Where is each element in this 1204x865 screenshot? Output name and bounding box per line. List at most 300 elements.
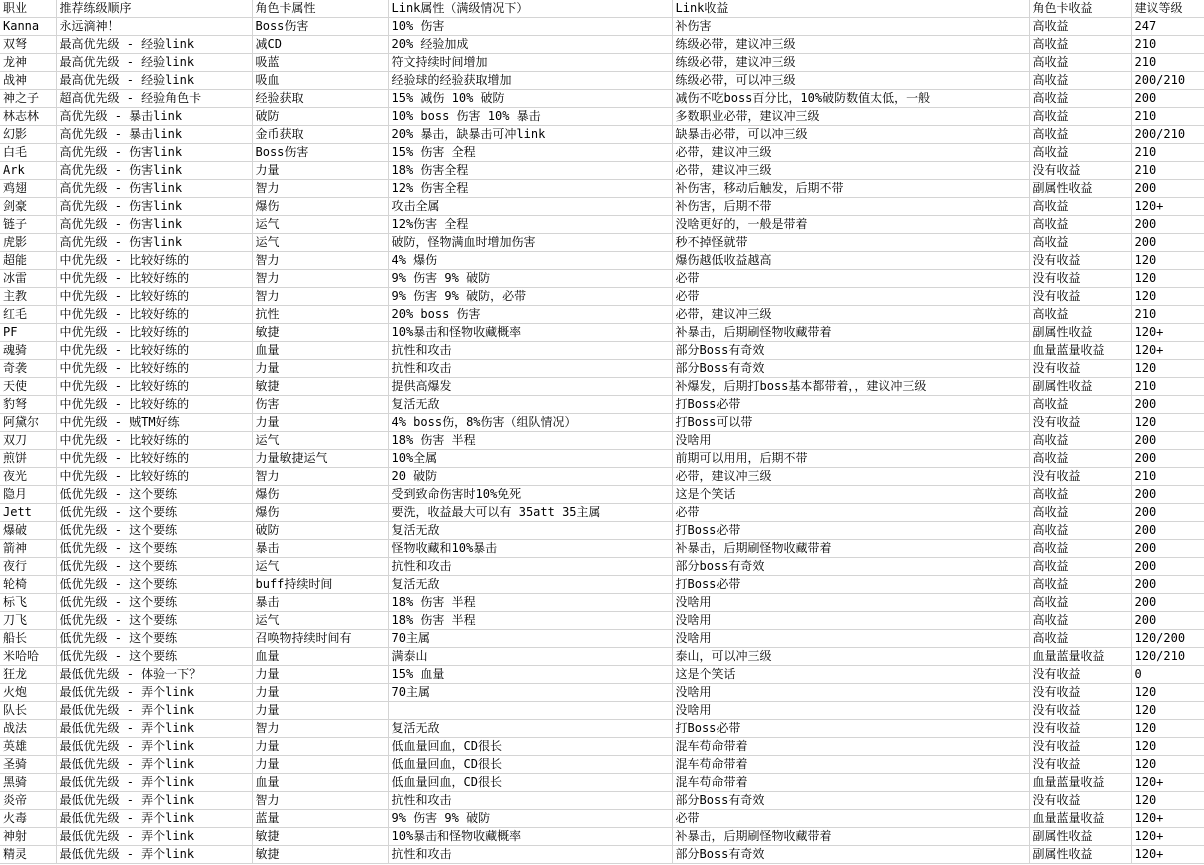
cell-priority: 最低优先级 - 弄个link [56, 792, 252, 810]
cell-card-benefit: 高收益 [1029, 504, 1131, 522]
cell-link-stat: 要洗，收益最大可以有 35att 35主属 [388, 504, 672, 522]
cell-level: 120 [1131, 288, 1204, 306]
cell-link-stat: 18% 伤害 半程 [388, 612, 672, 630]
table-row [0, 180, 1204, 198]
cell-link-benefit: 必带，建议冲三级 [672, 468, 1029, 486]
cell-link-benefit: 打Boss必带 [672, 396, 1029, 414]
table-row [0, 252, 1204, 270]
cell-card-benefit: 高收益 [1029, 432, 1131, 450]
header-cell-class: 职业 [0, 0, 56, 18]
cell-priority: 中优先级 - 比较好练的 [56, 378, 252, 396]
cell-card-benefit: 没有收益 [1029, 360, 1131, 378]
cell-link-benefit: 必带，建议冲三级 [672, 144, 1029, 162]
table-row [0, 720, 1204, 738]
cell-class: 豹弩 [0, 396, 56, 414]
cell-priority: 高优先级 - 伤害link [56, 180, 252, 198]
cell-priority: 高优先级 - 伤害link [56, 198, 252, 216]
cell-card-stat: 血量 [252, 342, 388, 360]
cell-level: 120+ [1131, 774, 1204, 792]
cell-link-stat: 经验球的经验获取增加 [388, 72, 672, 90]
cell-level: 210 [1131, 306, 1204, 324]
cell-card-benefit: 高收益 [1029, 216, 1131, 234]
cell-class: 阿黛尔 [0, 414, 56, 432]
cell-link-benefit: 必带 [672, 288, 1029, 306]
cell-card-benefit: 副属性收益 [1029, 180, 1131, 198]
cell-card-stat: 敏捷 [252, 378, 388, 396]
cell-priority: 最低优先级 - 弄个link [56, 774, 252, 792]
cell-link-stat: 70主属 [388, 684, 672, 702]
cell-card-benefit: 没有收益 [1029, 288, 1131, 306]
cell-level: 120+ [1131, 810, 1204, 828]
cell-link-benefit: 必带 [672, 504, 1029, 522]
cell-link-benefit: 打Boss必带 [672, 720, 1029, 738]
cell-class: 天使 [0, 378, 56, 396]
cell-priority: 高优先级 - 暴击link [56, 126, 252, 144]
table-row [0, 162, 1204, 180]
cell-link-stat: 18% 伤害 半程 [388, 594, 672, 612]
cell-card-benefit: 高收益 [1029, 612, 1131, 630]
cell-priority: 高优先级 - 伤害link [56, 234, 252, 252]
cell-card-stat: 减CD [252, 36, 388, 54]
cell-card-benefit: 没有收益 [1029, 162, 1131, 180]
cell-level: 120 [1131, 756, 1204, 774]
cell-link-benefit: 部分Boss有奇效 [672, 792, 1029, 810]
cell-card-benefit: 没有收益 [1029, 792, 1131, 810]
cell-card-stat: 智力 [252, 270, 388, 288]
cell-link-benefit: 减伤不吃boss百分比，10%破防数值太低，一般 [672, 90, 1029, 108]
cell-card-benefit: 高收益 [1029, 54, 1131, 72]
cell-level: 247 [1131, 18, 1204, 36]
cell-level: 120+ [1131, 828, 1204, 846]
cell-link-stat: 4% 爆伤 [388, 252, 672, 270]
cell-class: 火毒 [0, 810, 56, 828]
cell-link-benefit: 混车苟命带着 [672, 774, 1029, 792]
cell-link-benefit: 泰山，可以冲三级 [672, 648, 1029, 666]
table-row [0, 612, 1204, 630]
table-row [0, 792, 1204, 810]
cell-link-stat: 20 破防 [388, 468, 672, 486]
cell-link-stat: 10% boss 伤害 10% 暴击 [388, 108, 672, 126]
cell-link-benefit: 部分Boss有奇效 [672, 342, 1029, 360]
cell-link-benefit: 没啥更好的，一般是带着 [672, 216, 1029, 234]
cell-level: 120 [1131, 684, 1204, 702]
cell-card-benefit: 没有收益 [1029, 270, 1131, 288]
cell-class: 圣骑 [0, 756, 56, 774]
cell-level: 120+ [1131, 846, 1204, 864]
cell-priority: 低优先级 - 这个要练 [56, 540, 252, 558]
cell-card-stat: 力量 [252, 666, 388, 684]
cell-level: 200 [1131, 90, 1204, 108]
cell-card-stat: 经验获取 [252, 90, 388, 108]
cell-card-benefit: 没有收益 [1029, 702, 1131, 720]
cell-priority: 最低优先级 - 弄个link [56, 810, 252, 828]
cell-priority: 中优先级 - 比较好练的 [56, 324, 252, 342]
cell-level: 200 [1131, 540, 1204, 558]
cell-class: 剑豪 [0, 198, 56, 216]
cell-card-stat: 运气 [252, 432, 388, 450]
cell-priority: 最高优先级 - 经验link [56, 54, 252, 72]
cell-card-stat: 伤害 [252, 396, 388, 414]
table-row [0, 684, 1204, 702]
cell-priority: 中优先级 - 比较好练的 [56, 270, 252, 288]
cell-link-stat [388, 702, 672, 720]
table-row [0, 630, 1204, 648]
cell-class: Kanna [0, 18, 56, 36]
cell-class: PF [0, 324, 56, 342]
cell-card-stat: 敏捷 [252, 828, 388, 846]
cell-card-stat: 智力 [252, 288, 388, 306]
table-row [0, 468, 1204, 486]
cell-level: 200 [1131, 396, 1204, 414]
cell-link-benefit: 补伤害，后期不带 [672, 198, 1029, 216]
cell-class: 精灵 [0, 846, 56, 864]
table-row [0, 54, 1204, 72]
table-row [0, 108, 1204, 126]
cell-link-stat: 18% 伤害全程 [388, 162, 672, 180]
cell-link-stat: 复活无敌 [388, 576, 672, 594]
cell-link-benefit: 缺暴击必带，可以冲三级 [672, 126, 1029, 144]
cell-card-benefit: 高收益 [1029, 144, 1131, 162]
cell-level: 200 [1131, 504, 1204, 522]
cell-card-stat: 运气 [252, 612, 388, 630]
cell-link-stat: 10% 伤害 [388, 18, 672, 36]
cell-card-benefit: 高收益 [1029, 396, 1131, 414]
cell-link-stat: 复活无敌 [388, 720, 672, 738]
table-row [0, 36, 1204, 54]
cell-card-benefit: 高收益 [1029, 486, 1131, 504]
cell-link-stat: 12%伤害 全程 [388, 216, 672, 234]
cell-link-benefit: 打Boss必带 [672, 576, 1029, 594]
cell-card-stat: 敏捷 [252, 324, 388, 342]
cell-card-stat: 力量 [252, 684, 388, 702]
cell-link-benefit: 爆伤越低收益越高 [672, 252, 1029, 270]
cell-card-benefit: 高收益 [1029, 90, 1131, 108]
cell-class: 主教 [0, 288, 56, 306]
cell-link-stat: 9% 伤害 9% 破防，必带 [388, 288, 672, 306]
cell-class: 红毛 [0, 306, 56, 324]
cell-card-stat: 运气 [252, 234, 388, 252]
cell-link-benefit: 部分Boss有奇效 [672, 846, 1029, 864]
cell-level: 200 [1131, 576, 1204, 594]
cell-level: 200/210 [1131, 72, 1204, 90]
cell-card-benefit: 高收益 [1029, 72, 1131, 90]
cell-link-stat: 10%暴击和怪物收藏概率 [388, 828, 672, 846]
table-row [0, 288, 1204, 306]
header-cell-card-benefit: 角色卡收益 [1029, 0, 1131, 18]
cell-link-benefit: 打Boss可以带 [672, 414, 1029, 432]
cell-link-benefit: 没啥用 [672, 594, 1029, 612]
cell-card-stat: Boss伤害 [252, 144, 388, 162]
cell-level: 210 [1131, 162, 1204, 180]
cell-priority: 低优先级 - 这个要练 [56, 612, 252, 630]
cell-priority: 高优先级 - 伤害link [56, 162, 252, 180]
table-row [0, 828, 1204, 846]
cell-link-stat: 攻击全属 [388, 198, 672, 216]
table-row [0, 756, 1204, 774]
header-cell-level: 建议等级 [1131, 0, 1204, 18]
cell-link-stat: 18% 伤害 半程 [388, 432, 672, 450]
cell-card-benefit: 高收益 [1029, 306, 1131, 324]
cell-class: 超能 [0, 252, 56, 270]
table-row [0, 432, 1204, 450]
cell-class: 战法 [0, 720, 56, 738]
cell-class: 船长 [0, 630, 56, 648]
cell-priority: 高优先级 - 伤害link [56, 144, 252, 162]
cell-link-benefit: 练级必带，建议冲三级 [672, 36, 1029, 54]
cell-level: 120 [1131, 792, 1204, 810]
header-cell-link-benefit: Link收益 [672, 0, 1029, 18]
cell-priority: 超高优先级 - 经验角色卡 [56, 90, 252, 108]
cell-link-stat: 复活无敌 [388, 396, 672, 414]
cell-priority: 最高优先级 - 经验link [56, 72, 252, 90]
cell-class: 炎帝 [0, 792, 56, 810]
cell-priority: 中优先级 - 比较好练的 [56, 360, 252, 378]
cell-card-benefit: 高收益 [1029, 126, 1131, 144]
cell-card-benefit: 高收益 [1029, 36, 1131, 54]
cell-class: 夜光 [0, 468, 56, 486]
cell-card-stat: 暴击 [252, 594, 388, 612]
cell-card-stat: 血量 [252, 648, 388, 666]
cell-card-stat: 力量 [252, 756, 388, 774]
cell-level: 200 [1131, 558, 1204, 576]
cell-card-benefit: 高收益 [1029, 558, 1131, 576]
cell-link-stat: 受到致命伤害时10%免死 [388, 486, 672, 504]
cell-link-benefit: 打Boss必带 [672, 522, 1029, 540]
cell-card-stat: 运气 [252, 558, 388, 576]
cell-card-stat: 力量 [252, 414, 388, 432]
cell-link-stat: 4% boss伤，8%伤害（组队情况） [388, 414, 672, 432]
cell-level: 210 [1131, 36, 1204, 54]
cell-level: 210 [1131, 108, 1204, 126]
cell-card-benefit: 副属性收益 [1029, 828, 1131, 846]
cell-card-benefit: 副属性收益 [1029, 846, 1131, 864]
cell-level: 120+ [1131, 342, 1204, 360]
cell-link-stat: 15% 减伤 10% 破防 [388, 90, 672, 108]
cell-class: 奇袭 [0, 360, 56, 378]
cell-card-benefit: 高收益 [1029, 630, 1131, 648]
cell-level: 200 [1131, 432, 1204, 450]
table-row [0, 648, 1204, 666]
cell-card-stat: Boss伤害 [252, 18, 388, 36]
cell-link-benefit: 没啥用 [672, 630, 1029, 648]
cell-class: 夜行 [0, 558, 56, 576]
cell-link-stat: 抗性和攻击 [388, 792, 672, 810]
cell-card-stat: 爆伤 [252, 198, 388, 216]
cell-level: 120 [1131, 702, 1204, 720]
cell-class: 冰雷 [0, 270, 56, 288]
cell-priority: 中优先级 - 比较好练的 [56, 432, 252, 450]
cell-class: 队长 [0, 702, 56, 720]
cell-card-benefit: 高收益 [1029, 198, 1131, 216]
header-row [0, 0, 1204, 18]
cell-level: 120 [1131, 252, 1204, 270]
cell-priority: 低优先级 - 这个要练 [56, 504, 252, 522]
cell-link-benefit: 部分Boss有奇效 [672, 360, 1029, 378]
cell-class: Ark [0, 162, 56, 180]
cell-card-stat: 力量敏捷运气 [252, 450, 388, 468]
cell-level: 210 [1131, 378, 1204, 396]
table-row [0, 846, 1204, 864]
cell-link-benefit: 练级必带，建议冲三级 [672, 54, 1029, 72]
cell-card-benefit: 副属性收益 [1029, 324, 1131, 342]
cell-link-stat: 抗性和攻击 [388, 342, 672, 360]
cell-class: 标飞 [0, 594, 56, 612]
cell-link-benefit: 补伤害 [672, 18, 1029, 36]
cell-card-benefit: 高收益 [1029, 540, 1131, 558]
cell-link-benefit: 没啥用 [672, 432, 1029, 450]
cell-card-benefit: 没有收益 [1029, 720, 1131, 738]
cell-link-benefit: 部分boss有奇效 [672, 558, 1029, 576]
cell-level: 120/200 [1131, 630, 1204, 648]
cell-level: 210 [1131, 144, 1204, 162]
table-row [0, 810, 1204, 828]
cell-class: 箭神 [0, 540, 56, 558]
cell-level: 120 [1131, 738, 1204, 756]
cell-card-stat: 智力 [252, 252, 388, 270]
cell-card-benefit: 副属性收益 [1029, 378, 1131, 396]
table-row [0, 540, 1204, 558]
cell-link-benefit: 必带，建议冲三级 [672, 306, 1029, 324]
cell-card-stat: 吸血 [252, 72, 388, 90]
cell-link-benefit: 补暴击，后期刷怪物收藏带着 [672, 828, 1029, 846]
cell-link-benefit: 混车苟命带着 [672, 756, 1029, 774]
cell-class: 轮椅 [0, 576, 56, 594]
header-cell-priority: 推荐练级顺序 [56, 0, 252, 18]
cell-link-benefit: 必带，建议冲三级 [672, 162, 1029, 180]
cell-link-stat: 怪物收藏和10%暴击 [388, 540, 672, 558]
table-row [0, 306, 1204, 324]
cell-level: 200/210 [1131, 126, 1204, 144]
cell-class: 米哈哈 [0, 648, 56, 666]
cell-link-stat: 复活无敌 [388, 522, 672, 540]
cell-priority: 低优先级 - 这个要练 [56, 594, 252, 612]
cell-card-benefit: 血量蓝量收益 [1029, 810, 1131, 828]
cell-class: 林志林 [0, 108, 56, 126]
cell-level: 120/210 [1131, 648, 1204, 666]
cell-link-benefit: 秒不掉怪就带 [672, 234, 1029, 252]
cell-level: 200 [1131, 612, 1204, 630]
cell-link-stat: 满泰山 [388, 648, 672, 666]
cell-class: 幻影 [0, 126, 56, 144]
cell-card-stat: 爆伤 [252, 486, 388, 504]
cell-class: 龙神 [0, 54, 56, 72]
cell-link-stat: 70主属 [388, 630, 672, 648]
cell-card-benefit: 血量蓝量收益 [1029, 774, 1131, 792]
cell-priority: 中优先级 - 比较好练的 [56, 450, 252, 468]
cell-priority: 低优先级 - 这个要练 [56, 486, 252, 504]
cell-link-stat: 符文持续时间增加 [388, 54, 672, 72]
cell-link-stat: 20% 经验加成 [388, 36, 672, 54]
cell-card-stat: 智力 [252, 180, 388, 198]
table-row [0, 558, 1204, 576]
table-row [0, 198, 1204, 216]
cell-card-benefit: 高收益 [1029, 594, 1131, 612]
table-row [0, 522, 1204, 540]
cell-card-stat: 力量 [252, 738, 388, 756]
cell-card-stat: 力量 [252, 162, 388, 180]
cell-card-benefit: 血量蓝量收益 [1029, 648, 1131, 666]
cell-link-benefit: 前期可以用用，后期不带 [672, 450, 1029, 468]
cell-level: 200 [1131, 486, 1204, 504]
cell-priority: 中优先级 - 贼TM好练 [56, 414, 252, 432]
cell-level: 120+ [1131, 324, 1204, 342]
cell-card-benefit: 没有收益 [1029, 684, 1131, 702]
cell-card-benefit: 高收益 [1029, 450, 1131, 468]
cell-class: 神之子 [0, 90, 56, 108]
cell-class: 狂龙 [0, 666, 56, 684]
cell-priority: 中优先级 - 比较好练的 [56, 306, 252, 324]
table-row [0, 450, 1204, 468]
cell-card-benefit: 没有收益 [1029, 414, 1131, 432]
cell-card-stat: 智力 [252, 720, 388, 738]
cell-level: 120 [1131, 414, 1204, 432]
cell-card-stat: 力量 [252, 702, 388, 720]
cell-level: 0 [1131, 666, 1204, 684]
cell-link-stat: 破防，怪物满血时增加伤害 [388, 234, 672, 252]
cell-card-stat: 破防 [252, 522, 388, 540]
cell-priority: 最低优先级 - 弄个link [56, 738, 252, 756]
cell-card-benefit: 血量蓝量收益 [1029, 342, 1131, 360]
cell-link-benefit: 补爆发，后期打boss基本都带着，，建议冲三级 [672, 378, 1029, 396]
cell-link-stat: 抗性和攻击 [388, 360, 672, 378]
cell-class: 刀飞 [0, 612, 56, 630]
cell-class: 白毛 [0, 144, 56, 162]
table-row [0, 594, 1204, 612]
cell-class: Jett [0, 504, 56, 522]
table-row [0, 270, 1204, 288]
table-row [0, 360, 1204, 378]
cell-card-benefit: 高收益 [1029, 18, 1131, 36]
cell-class: 火炮 [0, 684, 56, 702]
table-row [0, 504, 1204, 522]
table-row [0, 144, 1204, 162]
cell-link-benefit: 没啥用 [672, 702, 1029, 720]
cell-class: 煎饼 [0, 450, 56, 468]
cell-card-benefit: 没有收益 [1029, 666, 1131, 684]
table-row [0, 72, 1204, 90]
cell-level: 200 [1131, 522, 1204, 540]
cell-priority: 最低优先级 - 弄个link [56, 684, 252, 702]
table-row [0, 414, 1204, 432]
cell-link-stat: 10%暴击和怪物收藏概率 [388, 324, 672, 342]
cell-card-benefit: 高收益 [1029, 576, 1131, 594]
table-row [0, 576, 1204, 594]
cell-link-benefit: 混车苟命带着 [672, 738, 1029, 756]
cell-priority: 最低优先级 - 弄个link [56, 846, 252, 864]
cell-level: 200 [1131, 594, 1204, 612]
cell-link-stat: 低血量回血，CD很长 [388, 756, 672, 774]
cell-link-benefit: 必带 [672, 810, 1029, 828]
table-row [0, 666, 1204, 684]
table-row [0, 378, 1204, 396]
cell-link-benefit: 必带 [672, 270, 1029, 288]
cell-card-benefit: 高收益 [1029, 234, 1131, 252]
cell-priority: 中优先级 - 比较好练的 [56, 396, 252, 414]
cell-priority: 最低优先级 - 弄个link [56, 720, 252, 738]
cell-level: 120 [1131, 360, 1204, 378]
cell-card-stat: 智力 [252, 468, 388, 486]
cell-link-stat: 抗性和攻击 [388, 558, 672, 576]
cell-priority: 最低优先级 - 弄个link [56, 756, 252, 774]
table-row [0, 18, 1204, 36]
table-row [0, 738, 1204, 756]
cell-card-stat: 智力 [252, 792, 388, 810]
header-cell-link-stat: Link属性（满级情况下） [388, 0, 672, 18]
cell-priority: 高优先级 - 暴击link [56, 108, 252, 126]
cell-link-benefit: 没啥用 [672, 612, 1029, 630]
table-row [0, 216, 1204, 234]
table-row [0, 342, 1204, 360]
